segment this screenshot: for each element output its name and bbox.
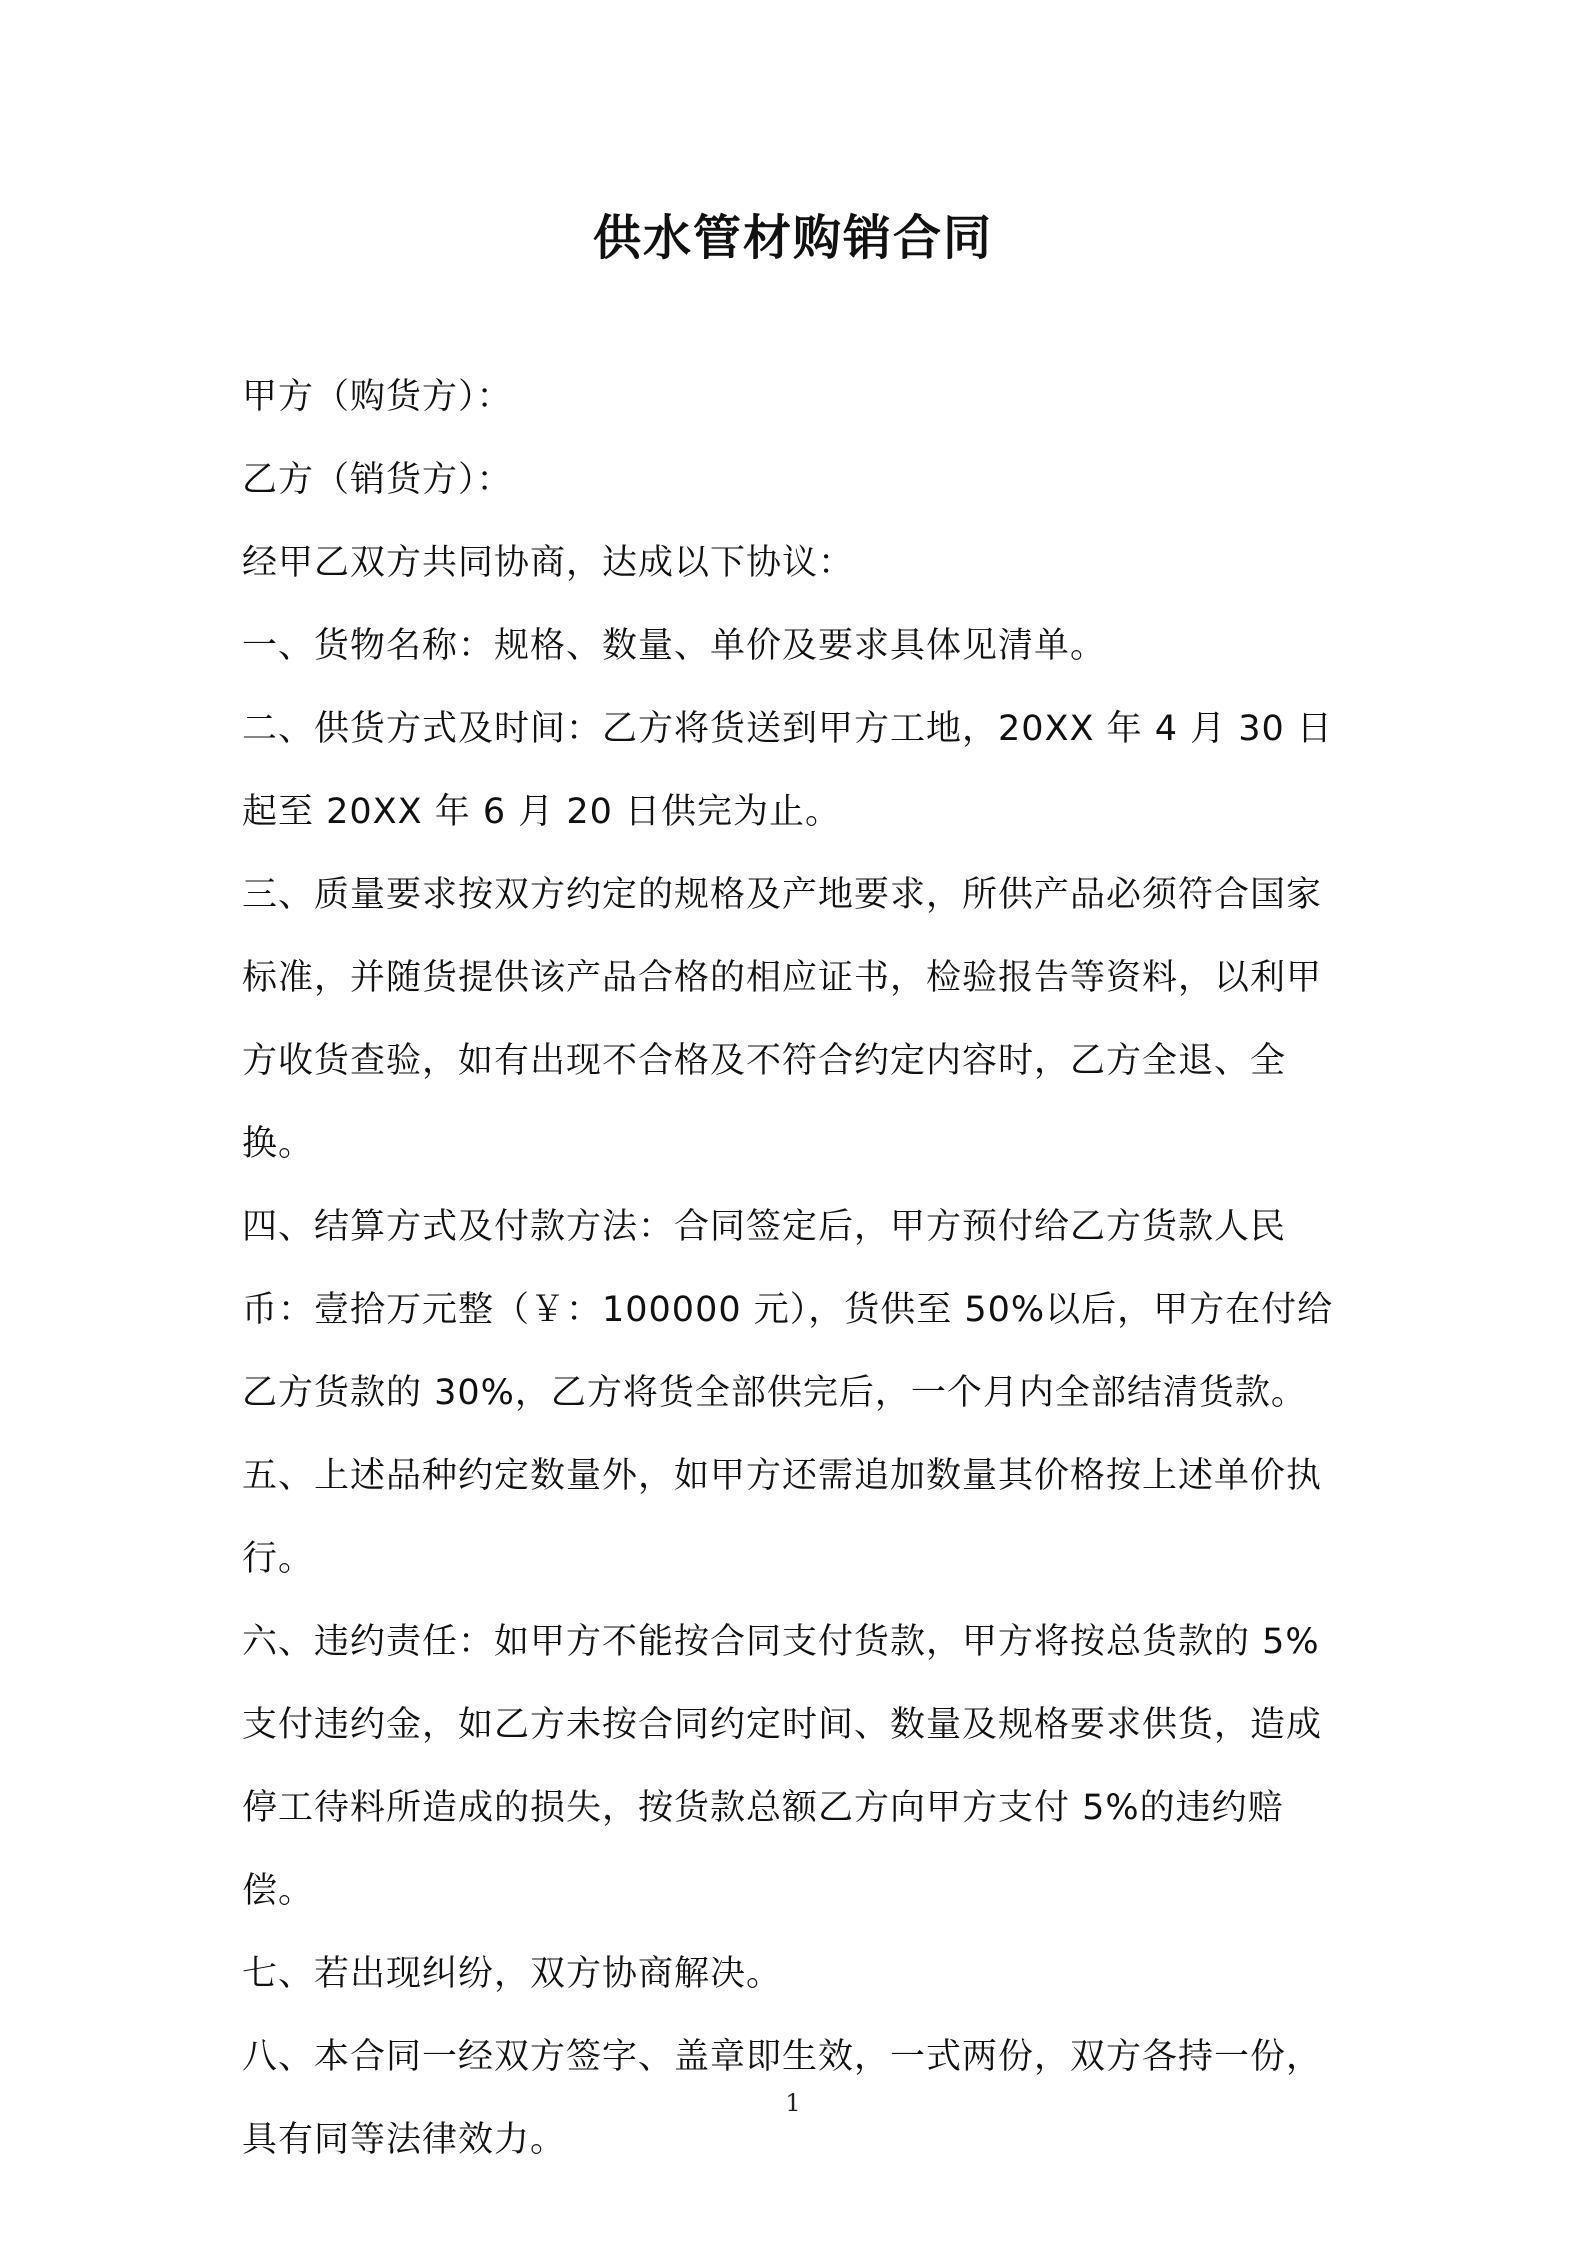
clause-8: 八、本合同一经双方签字、盖章即生效，一式两份，双方各持一份，具有同等法律效力。 — [242, 2037, 1323, 2160]
party-b-line: 乙方（销货方）： — [242, 460, 513, 500]
clause-7: 七、若出现纠纷，双方协商解决。 — [242, 1954, 783, 1994]
clause-1: 一、货物名称：规格、数量、单价及要求具体见清单。 — [242, 626, 1107, 666]
clause-3: 三、质量要求按双方约定的规格及产地要求，所供产品必须符合国家标准，并随货提供该产品合格的相应证书，检验报告等资料，以利甲方收货查验，如有出现不合格及不符合约定内容时，乙方全退、全换。 — [242, 875, 1323, 1164]
intro-line: 经甲乙双方共同协商，达成以下协议： — [242, 543, 855, 583]
contract-body — [242, 356, 1352, 2182]
clause-2: 二、供货方式及时间：乙方将货送到甲方工地，20XX 年 4 月 30 日起至 20XX 年 6 月 20 日供完为止。 — [242, 709, 1333, 832]
clause-5: 五、上述品种约定数量外，如甲方还需追加数量其价格按上述单价执行。 — [242, 1456, 1323, 1579]
party-a-line: 甲方（购货方）： — [242, 377, 513, 417]
document-title: 供水管材购销合同 — [592, 210, 993, 266]
clause-6: 六、违约责任：如甲方不能按合同支付货款，甲方将按总货款的 5%支付违约金，如乙方未按合同约定时间、数量及规格要求供货，造成停工待料所造成的损失，按货款总额乙方向甲方支付 5%的违约赔偿。 — [242, 1622, 1323, 1911]
clause-4: 四、结算方式及付款方法：合同签定后，甲方预付给乙方货款人民币：壹拾万元整（￥：100000 元），货供至 50%以后，甲方在付给乙方货款的 30%，乙方将货全部供完后，一个月内全部结清货款。 — [242, 1207, 1334, 1413]
page-number: 1 — [785, 2089, 801, 2117]
